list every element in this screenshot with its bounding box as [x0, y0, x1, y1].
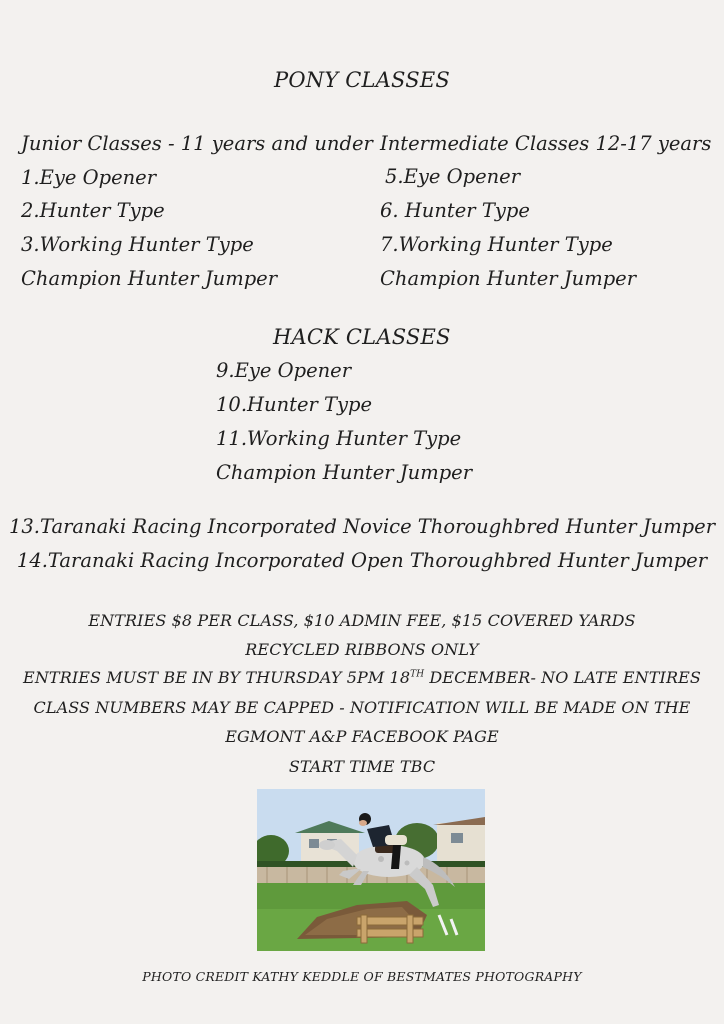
deadline-superscript: TH: [410, 669, 425, 680]
capped-notice-line1: CLASS NUMBERS MAY BE CAPPED - NOTIFICATION WILL BE MADE ON THE: [33, 698, 691, 717]
thoroughbred-class-item: 14.Taranaki Racing Incorporated Open Thoroughbred Hunter Jumper: [16, 549, 708, 572]
deadline-after: DECEMBER- NO LATE ENTIRES: [424, 668, 701, 687]
intermediate-class-item: 5.Eye Opener: [385, 165, 521, 188]
hack-class-item: 9.Eye Opener: [216, 359, 352, 382]
hack-classes-heading: HACK CLASSES: [273, 325, 451, 349]
hack-class-item: 10.Hunter Type: [216, 393, 373, 416]
intermediate-classes-title: Intermediate Classes 12-17 years: [380, 132, 712, 155]
intermediate-class-item: Champion Hunter Jumper: [380, 267, 637, 290]
intermediate-class-item: 6. Hunter Type: [380, 199, 530, 222]
capped-notice-line2: EGMONT A&P FACEBOOK PAGE: [225, 727, 499, 746]
hack-class-item: Champion Hunter Jumper: [216, 461, 473, 484]
entry-deadline-text: [0, 668, 724, 687]
start-time-text: START TIME TBC: [288, 757, 436, 776]
junior-class-item: 2.Hunter Type: [21, 199, 165, 222]
horse-jumping-photo: [257, 789, 485, 951]
junior-class-item: Champion Hunter Jumper: [21, 267, 278, 290]
ribbons-text: RECYCLED RIBBONS ONLY: [245, 640, 479, 659]
junior-class-item: 1.Eye Opener: [21, 166, 157, 189]
hack-class-item: 11.Working Hunter Type: [216, 427, 462, 450]
thoroughbred-class-item: 13.Taranaki Racing Incorporated Novice Thoroughbred Hunter Jumper: [8, 515, 716, 538]
entry-fees-text: ENTRIES $8 PER CLASS, $10 ADMIN FEE, $15 COVERED YARDS: [88, 611, 636, 630]
horse-jumping-illustration: [257, 789, 485, 951]
intermediate-class-item: 7.Working Hunter Type: [380, 233, 613, 256]
junior-class-item: 3.Working Hunter Type: [21, 233, 254, 256]
pony-classes-heading: PONY CLASSES: [274, 68, 450, 92]
junior-classes-title: Junior Classes - 11 years and under: [21, 132, 373, 155]
photo-credit: PHOTO CREDIT KATHY KEDDLE OF BESTMATES PHOTOGRAPHY: [142, 969, 582, 984]
deadline-before: ENTRIES MUST BE IN BY THURSDAY 5PM 18: [23, 668, 411, 687]
